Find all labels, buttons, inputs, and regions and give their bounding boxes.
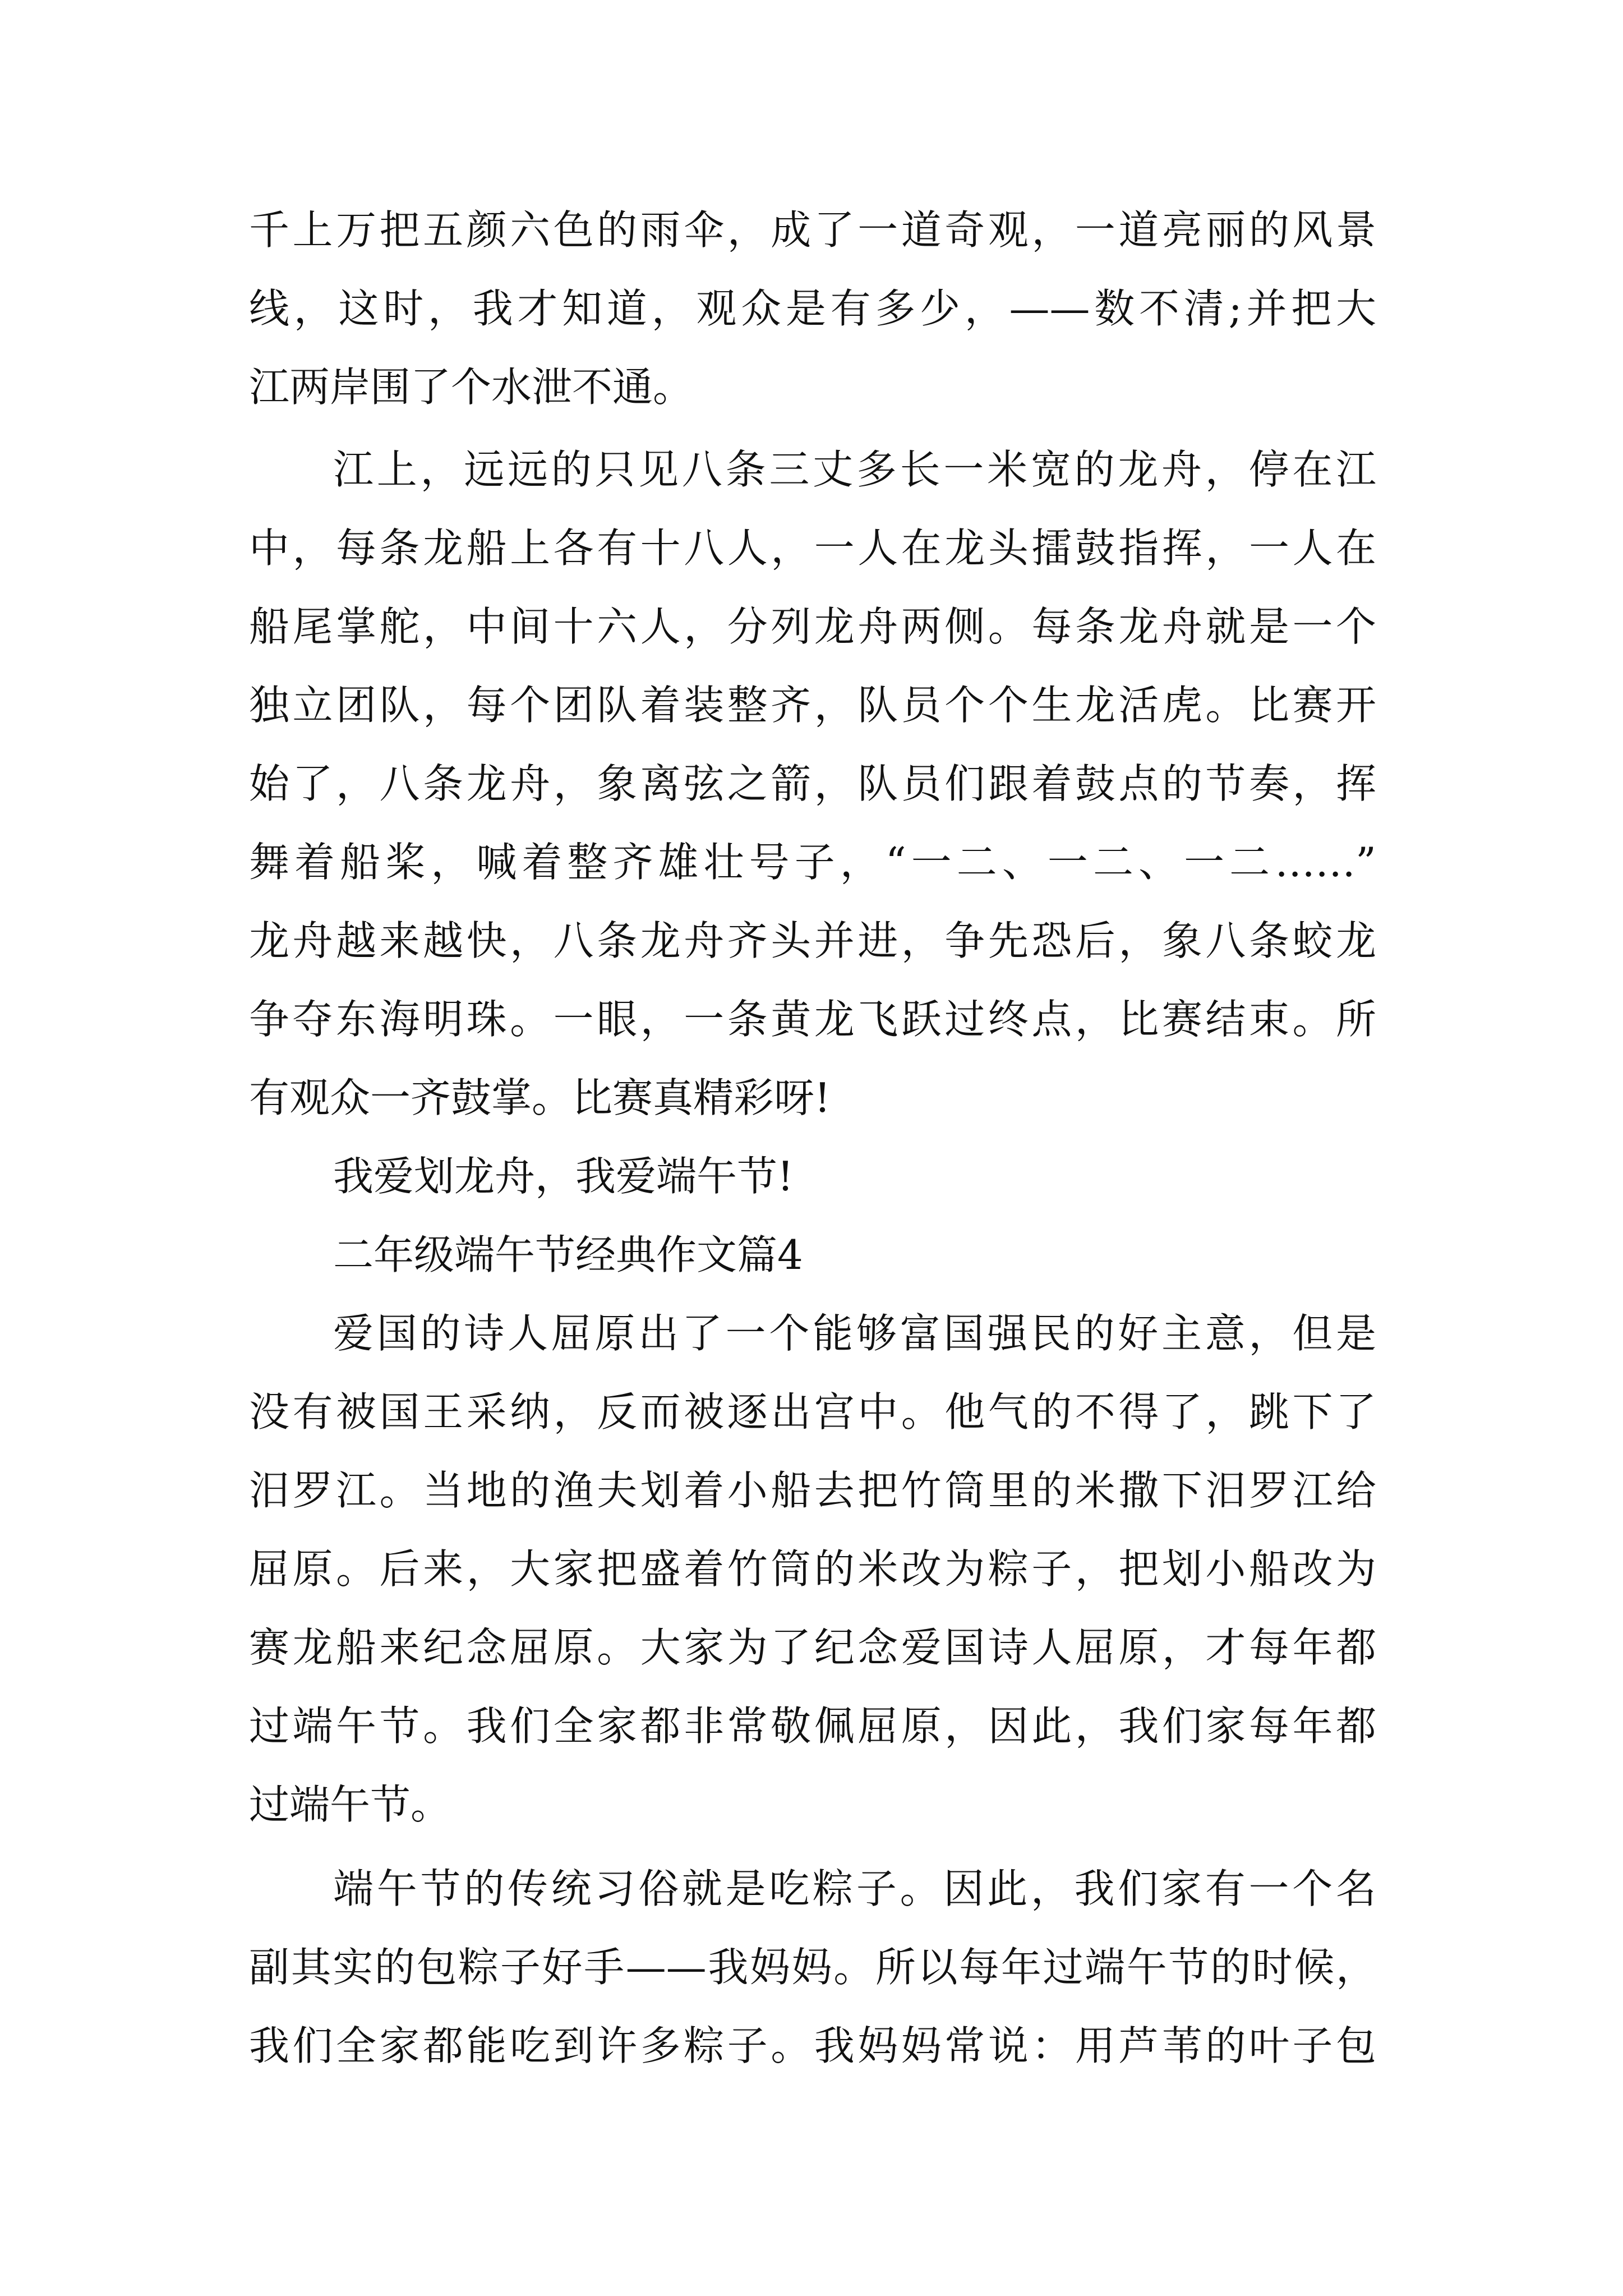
text-line: 没有被国王采纳，反而被逐出宫中。他气的不得了，跳下了 — [249, 1388, 1376, 1435]
text-line: 中，每条龙船上各有十八人，一人在龙头擂鼓指挥，一人在 — [249, 524, 1376, 572]
text-line: 千上万把五颜六色的雨伞，成了一道奇观，一道亮丽的风景 — [249, 206, 1376, 254]
text-line: 汨罗江。当地的渔夫划着小船去把竹筒里的米撒下汨罗江给 — [249, 1467, 1376, 1514]
text-line: 我爱划龙舟，我爱端午节! — [333, 1153, 794, 1200]
text-line: 线，这时，我才知道，观众是有多少，——数不清;并把大 — [249, 285, 1376, 332]
text-line: 始了，八条龙舟，象离弦之箭，队员们跟着鼓点的节奏，挥 — [249, 760, 1376, 807]
text-line: 独立团队，每个团队着装整齐，队员个个生龙活虎。比赛开 — [249, 682, 1376, 729]
text-line: 过端午节。 — [249, 1781, 451, 1828]
text-line: 端午节的传统习俗就是吃粽子。因此，我们家有一个名 — [333, 1865, 1376, 1912]
text-line: 江上，远远的只见八条三丈多长一米宽的龙舟，停在江 — [333, 446, 1376, 493]
text-line: 我们全家都能吃到许多粽子。我妈妈常说：用芦苇的叶子包 — [249, 2022, 1376, 2069]
text-line: 过端午节。我们全家都非常敬佩屈原，因此，我们家每年都 — [249, 1703, 1376, 1750]
text-line: 副其实的包粽子好手——我妈妈。所以每年过端午节的时候， — [249, 1944, 1376, 1991]
text-line: 有观众一齐鼓掌。比赛真精彩呀! — [249, 1074, 831, 1121]
text-line: 争夺东海明珠。一眼，一条黄龙飞跃过终点，比赛结束。所 — [249, 996, 1376, 1043]
text-line: 江两岸围了个水泄不通。 — [249, 364, 694, 411]
section-heading: 二年级端午节经典作文篇4 — [333, 1231, 803, 1278]
text-line: 屈原。后来，大家把盛着竹筒的米改为粽子，把划小船改为 — [249, 1545, 1376, 1593]
text-line: 舞着船桨，喊着整齐雄壮号子，“一二、一二、一二……” — [249, 839, 1376, 886]
text-line: 爱国的诗人屈原出了一个能够富国强民的好主意，但是 — [333, 1310, 1376, 1357]
text-line: 赛龙船来纪念屈原。大家为了纪念爱国诗人屈原，才每年都 — [249, 1624, 1376, 1671]
text-line: 船尾掌舵，中间十六人，分列龙舟两侧。每条龙舟就是一个 — [249, 603, 1376, 650]
text-line: 龙舟越来越快，八条龙舟齐头并进，争先恐后，象八条蛟龙 — [249, 917, 1376, 964]
